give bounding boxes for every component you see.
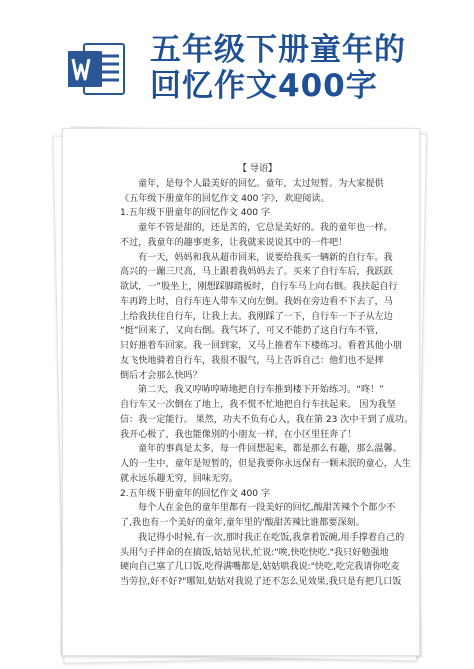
document-line: 自行车又一次倒在了地上，我不慌不忙地把自行车扶起来。 因为我坚 <box>120 400 396 410</box>
document-body <box>120 162 414 590</box>
document-line: 每个人在金色的童年里都有一段美好的回忆,酸甜苦辣个个都少不 <box>138 503 396 514</box>
document-line: 就永远乐趣无穷，回味无穷。 <box>120 473 239 484</box>
document-guide-heading: 【 导语】 <box>237 164 278 174</box>
document-line: 了,我也有一个美好的童年,童年里的'酸甜苦辣比谁都要深刻。 <box>120 518 365 528</box>
document-line: 童年不管是甜的，还是苦的，它总是美好的。我的童年也一样。 <box>138 223 393 233</box>
document-line: 第二天，我又哼哧哼哧地把自行车推到楼下开始练习。“咚！” <box>138 385 384 396</box>
document-line: 有一天，妈妈和我从超市回来，说要给我买一辆新的自行车。我 <box>138 252 393 263</box>
section-heading-1: 1.五年级下册童年的回忆作文 400 字 <box>120 208 271 219</box>
section-heading-2: 2.五年级下册童年的回忆作文 400 字 <box>120 488 271 499</box>
document-line: “挺”回来了，又向右倒。我气坏了，可又不能扔了这自行车不管， <box>120 326 385 337</box>
document-line: 欲试，一”股坐上，刚想踩脚踏板时，自行车马上向右倒。我扶起自行 <box>120 282 398 292</box>
document-line: 童年的事真是太多，每一件回想起来，都是那么有趣，那么温馨。 <box>138 444 402 455</box>
word-document-icon <box>66 40 126 98</box>
document-line: 车再跨上时，自行车连人带车又向左倒。我妈在旁边看不下去了，马 <box>120 296 393 307</box>
document-line: 信：我一定能行。 果然，功夫不负有心人，我在第 23 次中干到了成功。 <box>120 414 414 425</box>
document-line: 我记得小时候,有一次,那时我正在吃饭,我拿着饭碗,用手撑着自己的 <box>138 532 405 543</box>
document-line: 当劳拉,好不好?"哪知,姑姑对我说了还不怎么见效果,我只是有把几口饭 <box>120 577 402 587</box>
document-line: 童年，是每个人最美好的回忆。童年，太过短暂。为大家提供 <box>138 178 384 189</box>
document-line: 友飞快地骑着自行车，我很不服气，马上告诉自己：他们也不是摔 <box>120 355 384 366</box>
document-line: 不过，我童年的趣事更多，让我就来说说其中的一件吧！ <box>120 237 348 248</box>
document-line: 我开心极了，我也能像别的小朋友一样，在小区里狂奔了！ <box>120 429 357 440</box>
title-line-2: 回忆作文400字 <box>150 68 378 104</box>
document-line: 《五年级下册童年的回忆作文 400 字》，欢迎阅读。 <box>120 193 330 204</box>
page-title <box>150 32 470 104</box>
document-line: 人的一生中，童年是短暂的，但是我要你永远保有一颗未泯的童心，人生 <box>120 459 412 469</box>
title-line-1: 五年级下册童年的 <box>150 32 406 68</box>
document-line: 上给我扶住自行车，让我上去。我刚踩了一下，自行车一下子从左边 <box>120 311 393 322</box>
document-line: 头用勺子拌命的在搞饭,姑姑见状,忙说:"唉,快吃快吃."我只好勉强地 <box>120 547 389 558</box>
document-line: 只好推着车回家。我一回到家，又马上推着车下楼练习。看着其他小朋 <box>120 341 402 351</box>
document-line: 倒后才会那么快吗？ <box>120 370 202 381</box>
document-line: 高兴的一蹦三尺高，马上跟着我妈妈去了。买来了自行车后，我跃跃 <box>120 267 393 278</box>
page-header <box>0 0 474 112</box>
document-line: 硬向自己塞了几口饭,吃得满嘴都是,姑姑哄我说:"快吃,吃完我请你吃麦 <box>120 562 400 573</box>
